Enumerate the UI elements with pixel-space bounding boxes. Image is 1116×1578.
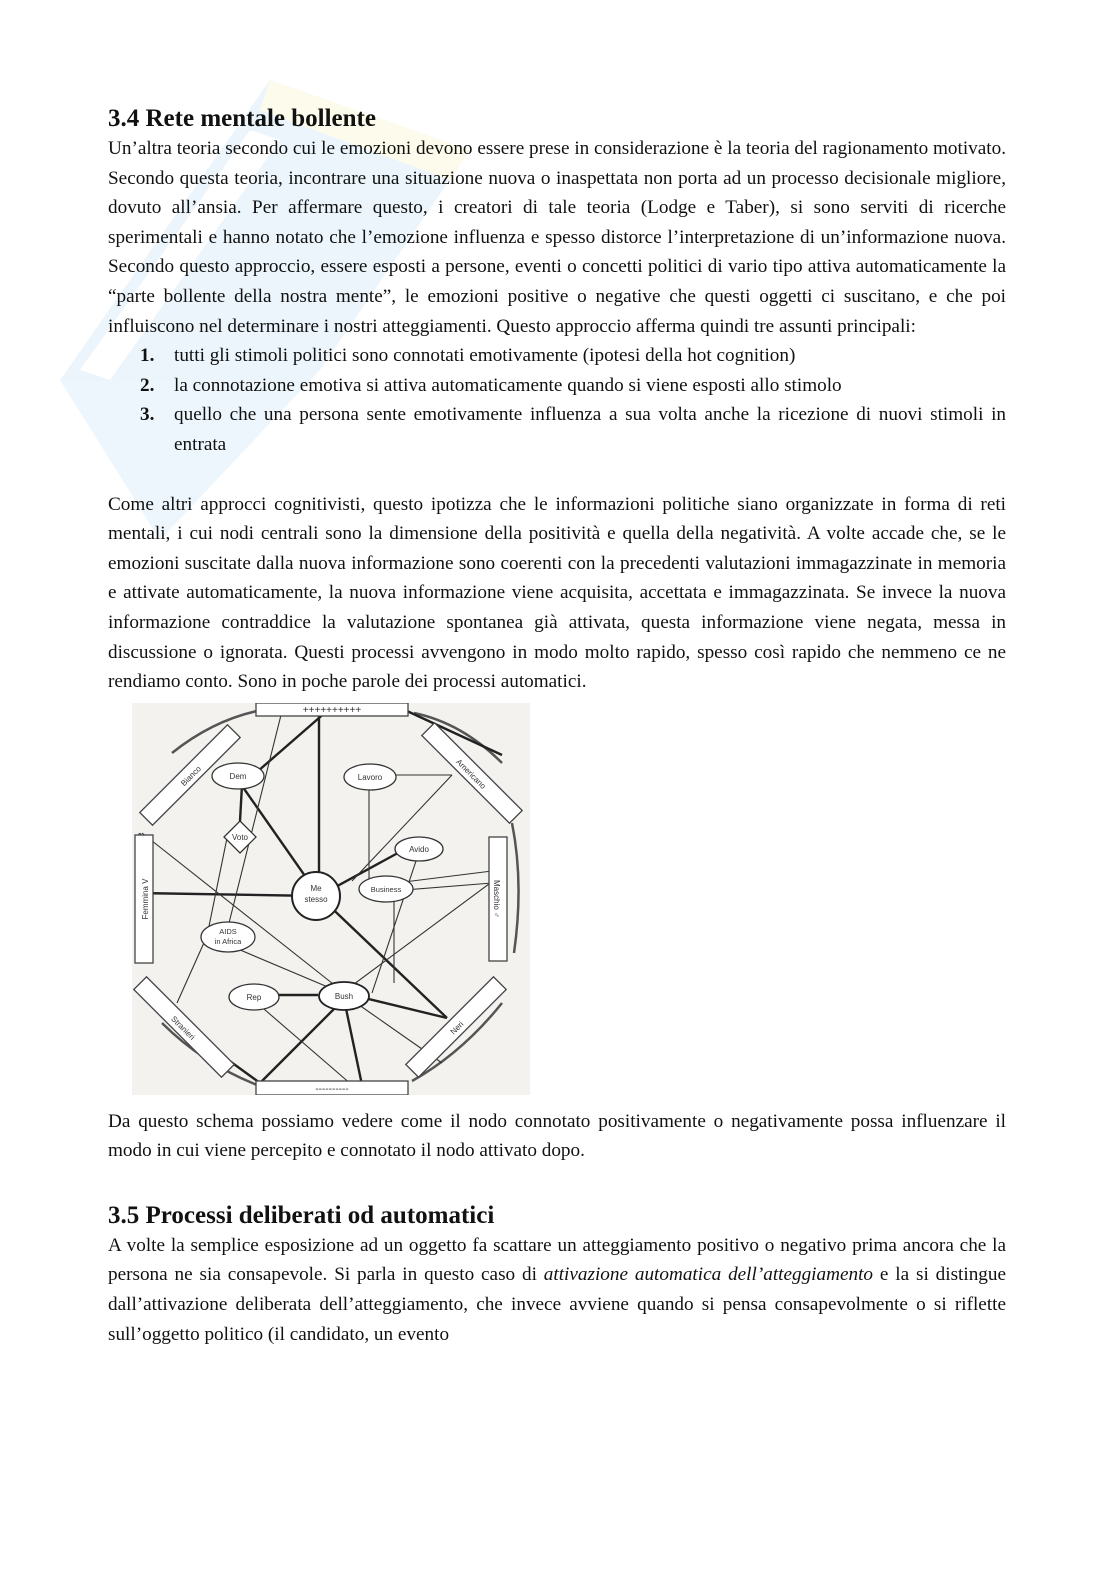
list-item: 2. la connotazione emotiva si attiva automaticamente quando si viene esposti allo stimolo bbox=[140, 374, 842, 396]
svg-text:Business: Business bbox=[370, 884, 402, 894]
frame-top-positive bbox=[256, 703, 408, 716]
svg-text:in Africa: in Africa bbox=[214, 936, 242, 946]
svg-text:stesso: stesso bbox=[304, 894, 328, 904]
svg-text:Neri: Neri bbox=[448, 1019, 466, 1037]
paragraph-cognitive: Come altri approcci cognitivisti, questo ipotizza che le informazioni politiche siano organizzate in forma di reti mentali, i cui nodi centrali sono la dimensione della positività e quella della negatività. A volte accade che, se le emozioni suscitate dalla nuova informazione sono coerenti con la precedenti valutazioni immagazzinate in memoria e attivate automaticamente, la nuova informazione viene acquisita, accettata e immagazzinata. Se invece la nuova informazione contraddice la valutazione spontanea già attivata, questa informazione viene negata, messa in discussione o ignorata. Questi processi avvengono in modo molto rapido, spesso così rapido che nemmeno ce ne rendiamo conto. Sono in poche parole dei processi automatici. bbox=[108, 493, 1006, 693]
svg-text:Stranieri: Stranieri bbox=[169, 1014, 197, 1042]
node-business bbox=[359, 876, 413, 902]
paragraph-intro: Un’altra teoria secondo cui le emozioni devono essere prese in considerazione è la teoria del ragionamento motivato. Secondo questa teoria, incontrare una situazione nuova o inaspettata non porta ad un processo decisionale migliore, dovuto all’ansia. Per affermare questo, i creatori di tale teoria (Lodge e Taber), si sono serviti di ricerche sperimentali e hanno notato che l’emozione influenza e spesso distorce l’interpretazione di un’informazione nuova. Secondo questo approccio, essere esposti a persone, eventi o concetti politici di vario tipo attiva automaticamente la “parte bollente della nostra mente”, le emozioni positive o negative che questi oggetti ci suscitano, e che poi influiscono nel determinare i nostri atteggiamenti. Questo approccio afferma quindi tre assunti principali: bbox=[108, 138, 1006, 337]
svg-text:Avido: Avido bbox=[409, 844, 429, 854]
figure-caption: Da questo schema possiamo vedere come il nodo connotato positivamente o negativamente possa influenzare il modo in cui viene percepito e connotato il nodo attivato dopo. bbox=[108, 1110, 1006, 1162]
paragraph-automatic: A volte la semplice esposizione ad un oggetto fa scattare un atteggiamento positivo o negativo prima ancora che la persona ne sia consapevole. Si parla in questo caso di attivazione automatica dell’atteggiamento e la si distingue dall’attivazione deliberata dell’atteggiamento, che invece avviene quando si pensa consapevolmente o si riflette sull’oggetto politico (il candidato, un evento bbox=[108, 1234, 1006, 1345]
node-avido bbox=[395, 837, 443, 861]
assumptions-list bbox=[108, 341, 1006, 459]
svg-text:Dem: Dem bbox=[229, 771, 247, 781]
svg-text:++++++++++: ++++++++++ bbox=[302, 704, 362, 716]
list-item: 1. tutti gli stimoli politici sono connotati emotivamente (ipotesi della hot cognition) bbox=[140, 345, 796, 367]
frame-femmina bbox=[135, 835, 153, 963]
svg-text:Voto: Voto bbox=[231, 832, 249, 842]
svg-text:Americano: Americano bbox=[454, 757, 488, 791]
svg-text:Maschio ♂: Maschio ♂ bbox=[492, 879, 501, 918]
frame-maschio bbox=[489, 837, 507, 961]
node-rep bbox=[229, 984, 279, 1010]
section-heading-3-4: 3.4 Rete mentale bollente bbox=[108, 105, 376, 132]
svg-text:AIDS: AIDS bbox=[219, 926, 237, 936]
svg-text:Lavoro: Lavoro bbox=[357, 772, 383, 782]
svg-text:Rep: Rep bbox=[246, 992, 262, 1002]
node-me-stesso bbox=[292, 872, 340, 920]
mental-network-diagram bbox=[132, 703, 530, 1095]
svg-text:Bush: Bush bbox=[334, 991, 354, 1001]
node-lavoro bbox=[344, 764, 396, 790]
svg-text:Femmina V: Femmina V bbox=[141, 878, 150, 920]
list-item: 3. quello che una persona sente emotivamente influenza a sua volta anche la ricezione di nuovi stimoli in entrata bbox=[140, 404, 1006, 455]
italic-term: attivazione automatica dell’atteggiamento bbox=[543, 1264, 874, 1286]
svg-text:Bianco: Bianco bbox=[179, 763, 203, 788]
node-aids-africa bbox=[201, 922, 255, 952]
svg-text:Me: Me bbox=[310, 883, 322, 893]
frame-bottom-negative bbox=[256, 1081, 408, 1095]
section-heading-3-5: 3.5 Processi deliberati od automatici bbox=[108, 1201, 495, 1229]
node-bush bbox=[319, 982, 369, 1010]
node-dem bbox=[212, 763, 264, 789]
svg-text:----------: ---------- bbox=[315, 1083, 349, 1095]
